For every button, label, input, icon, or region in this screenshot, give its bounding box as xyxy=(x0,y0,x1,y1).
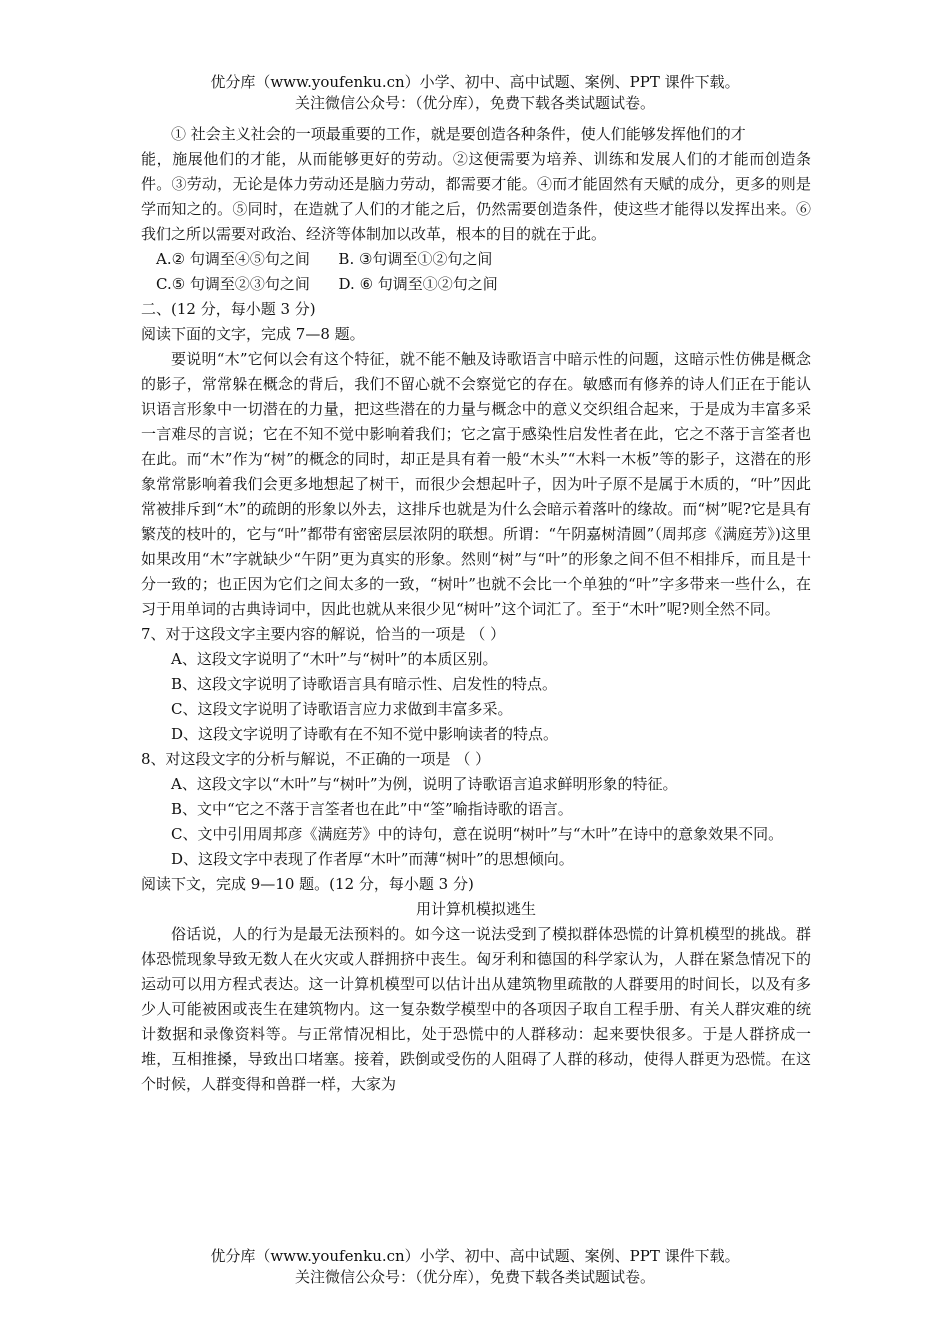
q8-option-a: A、这段文字以“木叶”与“树叶”为例，说明了诗歌语言追求鲜明形象的特征。 xyxy=(171,775,678,793)
q8-option-b: B、文中“它之不落于言筌者也在此”中“筌”喻指诗歌的语言。 xyxy=(171,800,573,818)
page-footer xyxy=(0,1246,950,1288)
section2-title: 二、(12 分，每小题 3 分) xyxy=(141,300,316,318)
q8-option-c: C、文中引用周邦彦《满庭芳》中的诗句，意在说明“树叶”与“木叶”在诗中的意象效果不同。 xyxy=(171,825,784,843)
section2-passage: 要说明“木”它何以会有这个特征，就不能不触及诗歌语言中暗示性的问题，这暗示性仿佛是概念的影子，常常躲在概念的背后，我们不留心就不会察觉它的存在。敏感而有修养的诗人们正在于能认识语言形象中一切潜在的力量，把这些潜在的力量与概念中的意义交织组合起来，于是成为丰富多采一言难尽的言说；它在不知不觉中影响着我们；它之富于感染性启发性者在此，它之不落于言筌者也在此。而“木”作为“树”的概念的同时，却正是具有着一般“木头”“木料一木板”等的影子，这潜在的形象常常影响着我们会更多地想起了树干，而很少会想起叶子，因为叶子原不是属于木质的，“叶”因此常被排斥到“木”的疏朗的形象以外去，这排斥也就是为什么会暗示着落叶的缘故。而“树”呢?它是具有繁茂的枝叶的，它与“叶”都带有密密层层浓阴的联想。所谓：“午阴嘉树清圆”（周邦彦《满庭芳》)这里如果改用“木”字就缺少“午阴”更为真实的形象。然则“树”与“叶”的形象之间不但不相排斥，而且是十分一致的；也正因为它们之间太多的一致，“树叶”也就不会比一个单独的“叶”字多带来一些什么，在习于用单词的古典诗词中，因此也就从来很少见“树叶”这个词汇了。至于“木叶”呢?则全然不同。 xyxy=(141,350,811,618)
q6-options-row-2: C.⑤ 句调至②③句之间 D. ⑥ 句调至①②句之间 xyxy=(156,275,498,293)
header-line-1: 优分库（www.youfenku.cn）小学、初中、高中试题、案例、PPT 课件下载。 xyxy=(210,73,740,91)
section3-instruction: 阅读下文，完成 9—10 题。(12 分，每小题 3 分) xyxy=(141,875,474,893)
q7-option-a: A、这段文字说明了“木叶”与“树叶”的本质区别。 xyxy=(171,650,498,668)
section2-instruction: 阅读下面的文字，完成 7—8 题。 xyxy=(141,325,365,343)
section3-title: 用计算机模拟逃生 xyxy=(415,900,536,918)
page-header xyxy=(0,72,950,114)
q7-option-c: C、这段文字说明了诗歌语言应力求做到丰富多采。 xyxy=(171,700,513,718)
q8-stem: 8、对这段文字的分析与解说，不正确的一项是 （ ） xyxy=(141,750,491,768)
footer-line-1: 优分库（www.youfenku.cn）小学、初中、高中试题、案例、PPT 课件下载。 xyxy=(210,1247,740,1265)
section3-passage: 俗话说，人的行为是最无法预料的。如今这一说法受到了模拟群体恐慌的计算机模型的挑战。群体恐慌现象导致无数人在火灾或人群拥挤中丧生。匈牙利和德国的科学家认为，人群在紧急情况下的运动可以用方程式表达。这一计算机模型可以估计出从建筑物里疏散的人群要用的时间长，以及有多少人可能被困或丧生在建筑物内。这一复杂数学模型中的各项因子取自工程手册、有关人群灾难的统计数据和录像资料等。与正常情况相比，处于恐慌中的人群移动：起来要快很多。于是人群挤成一堆，互相推搡，导致出口堵塞。接着，跌倒或受伤的人阻碍了人群的移动，使得人群更为恐慌。在这个时候，人群变得和兽群一样，大家为 xyxy=(141,925,811,1093)
q7-option-d: D、这段文字说明了诗歌有在不知不觉中影响读者的特点。 xyxy=(171,725,559,743)
q7-stem: 7、对于这段文字主要内容的解说，恰当的一项是 （ ） xyxy=(141,625,506,643)
document-body xyxy=(141,122,811,1097)
footer-line-2: 关注微信公众号：（优分库），免费下载各类试题试卷。 xyxy=(294,1268,655,1286)
q7-option-b: B、这段文字说明了诗歌语言具有暗示性、启发性的特点。 xyxy=(171,675,558,693)
q6-passage-line-1: ① 社会主义社会的一项最重要的工作，就是要创造各种条件，使人们能够发挥他们的才 xyxy=(171,125,746,143)
header-line-2: 关注微信公众号：（优分库），免费下载各类试题试卷。 xyxy=(294,94,655,112)
q8-option-d: D、这段文字中表现了作者厚“木叶”而薄“树叶”的思想倾向。 xyxy=(171,850,574,868)
q6-passage: 能，施展他们的才能，从而能够更好的劳动。②这便需要为培养、训练和发展人们的才能而创造条件。③劳动，无论是体力劳动还是脑力劳动，都需要才能。④而才能固然有天赋的成分，更多的则是学而知之的。⑤同时，在造就了人们的才能之后，仍然需要创造条件，使这些才能得以发挥出来。⑥我们之所以需要对政治、经济等体制加以改革，根本的目的就在于此。 xyxy=(141,150,811,243)
q6-options-row-1: A.② 句调至④⑤句之间 B. ③句调至①②句之间 xyxy=(156,250,493,268)
